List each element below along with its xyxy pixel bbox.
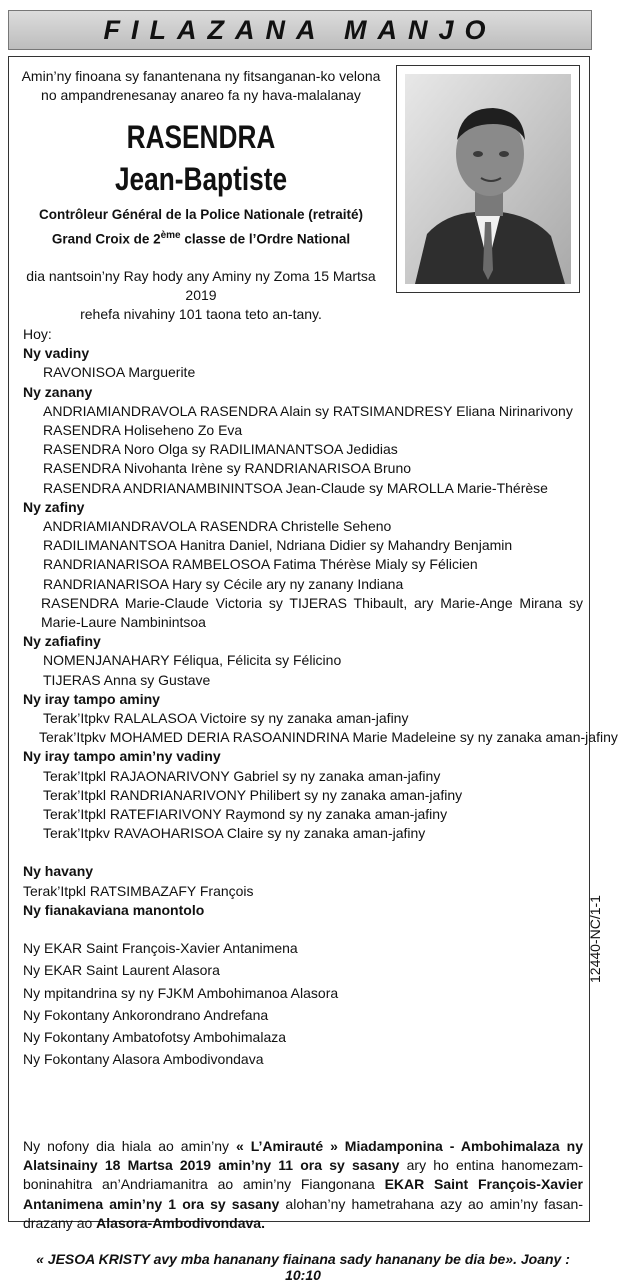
funeral-bold-2: EKAR Saint François-Xavier Antanimena amin’ny 1 ora sy sasany — [23, 1176, 583, 1212]
death-announcement — [21, 267, 381, 324]
list-item: RANDRIANARISOA Hary sy Cécile ary ny zanany Indiana — [43, 575, 404, 592]
list-item: Ny Fokontany Ambatofotsy Ambohimalaza — [23, 1028, 287, 1045]
list-item: Terak’Itpkl RAJAONARIVONY Gabriel sy ny zanaka aman-jafiny — [43, 767, 441, 784]
list-item: ANDRIAMIANDRAVOLA RASENDRA Alain sy RATSIMANDRESY Eliana Nirinarivony — [43, 402, 573, 419]
obituary-frame — [8, 56, 618, 1283]
death-line-1: dia nantsoin’ny Ray hody any Aminy ny Zoma 15 Martsa 2019 — [26, 268, 376, 303]
relatives-name: Terak’Itpkl RATSIMBAZAFY François — [23, 882, 254, 899]
list-item: Terak’Itpkv RAVAOHARISOA Claire sy ny zanaka aman-jafiny — [43, 825, 426, 842]
obituary-page — [4, 4, 618, 1283]
funeral-bold-3: Alasora-Ambodivondava. — [96, 1214, 265, 1231]
list-item: Terak’Itpkl RANDRIANARIVONY Philibert sy ny zanaka aman-jafiny — [43, 786, 463, 803]
bible-verse: « JESOA KRISTY avy mba hananany fiainana sady hananany be dia be». Joany : 10:10 — [36, 1251, 570, 1283]
list-item: Terak’Itpkv RALALASOA Victoire sy ny zanaka aman-jafiny — [43, 710, 409, 727]
deceased-title-order — [21, 230, 381, 247]
list-item: Terak’Itpkv MOHAMED DERIA RASOANINDRINA Marie Madeleine sy ny zanaka aman-jafiny — [39, 729, 618, 746]
funeral-details — [23, 1137, 583, 1233]
list-item: NOMENJANAHARY Féliqua, Félicita sy Félicino — [43, 652, 342, 669]
hoy-label: Hoy: — [23, 326, 52, 342]
portrait-photo — [405, 74, 571, 284]
intro-text — [21, 67, 381, 105]
relatives-heading: Ny havany — [23, 863, 94, 880]
list-item: Ny Fokontany Alasora Ambodivondava — [23, 1051, 264, 1068]
list-item: Terak’Itpkl RATEFIARIVONY Raymond sy ny zanaka aman-jafiny — [43, 806, 448, 823]
list-item: TIJERAS Anna sy Gustave — [43, 671, 211, 688]
extended-family-heading: Ny fianakaviana manontolo — [23, 901, 205, 918]
order-title-suffix: classe de l’Ordre National — [180, 231, 351, 247]
list-item: Ny EKAR Saint Laurent Alasora — [23, 962, 220, 979]
header-title: FILAZANA MANJO — [103, 14, 497, 45]
funeral-bold-1: « L’Amirauté » Miadamponina - Ambohimalaza ny Alatsinainy 18 Martsa 2019 amin’ny 11 ora sy sasany — [23, 1138, 583, 1174]
header-banner — [8, 10, 592, 50]
list-item: RANDRIANARISOA RAMBELOSOA Fatima Thérèse Mialy sy Félicien — [43, 556, 478, 573]
death-line-2: rehefa nivahiny 101 taona teto an-tany. — [80, 306, 322, 322]
list-item: RASENDRA Noro Olga sy RADILIMANANTSOA Jedidias — [43, 441, 398, 458]
list-item: Ny mpitandrina sy ny FJKM Ambohimanoa Alasora — [23, 984, 339, 1001]
children-heading: Ny zanany — [23, 383, 93, 400]
spouse-heading: Ny vadiny — [23, 345, 90, 362]
spouse-name: RAVONISOA Marguerite — [43, 364, 196, 381]
list-item: RASENDRA ANDRIANAMBININTSOA Jean-Claude sy MAROLLA Marie-Thérèse — [43, 479, 548, 496]
deceased-surname: RASENDRA — [126, 119, 276, 155]
list-item: RASENDRA Nivohanta Irène sy RANDRIANARISOA Bruno — [43, 460, 412, 477]
intro-line-1: Amin’ny finoana sy fanantenana ny fitsanganan-ko velona — [21, 68, 381, 84]
funeral-text-3: alohan’ny hametrahana azy ao amin’ny fasan-drazany ao — [23, 1195, 583, 1231]
spouse-siblings-heading: Ny iray tampo amin’ny vadiny — [23, 748, 221, 765]
deceased-title-police: Contrôleur Général de la Police Nationale (retraité) — [38, 207, 364, 222]
deceased-given-name: Jean-Baptiste — [114, 161, 288, 197]
list-item: RADILIMANANTSOA Hanitra Daniel, Ndriana Didier sy Mahandry Benjamin — [43, 537, 513, 554]
portrait-frame — [396, 65, 580, 293]
reference-code: 12440-NC/1-1 — [587, 895, 603, 983]
list-item: Ny EKAR Saint François-Xavier Antanimena — [23, 940, 298, 957]
list-item: RASENDRA Marie-Claude Victoria sy TIJERAS Thibault, ary Marie-Ange Mirana sy Marie-Laure Nambinintsoa — [41, 594, 583, 631]
siblings-heading: Ny iray tampo aminy — [23, 690, 160, 707]
list-item: RASENDRA Holiseheno Zo Eva — [43, 422, 243, 439]
intro-line-2: no ampandrenesanay anareo fa ny hava-malalanay — [41, 87, 361, 103]
list-item: ANDRIAMIANDRAVOLA RASENDRA Christelle Seheno — [43, 518, 392, 535]
order-title-prefix: Grand Croix de 2 — [51, 231, 161, 247]
funeral-text-2: ary ho entina hanomezam-boninahitra an’Andriamanitra ao amin’ny Fiangonana — [23, 1157, 583, 1193]
funeral-text-1: Ny nofony dia hiala ao amin’ny — [23, 1138, 236, 1154]
grandchildren-heading: Ny zafiny — [23, 498, 85, 515]
great-grandchildren-heading: Ny zafiafiny — [23, 633, 101, 650]
portrait-illustration — [405, 74, 571, 284]
list-item: Ny Fokontany Ankorondrano Andrefana — [23, 1006, 269, 1023]
order-title-superscript: ème — [160, 230, 181, 241]
